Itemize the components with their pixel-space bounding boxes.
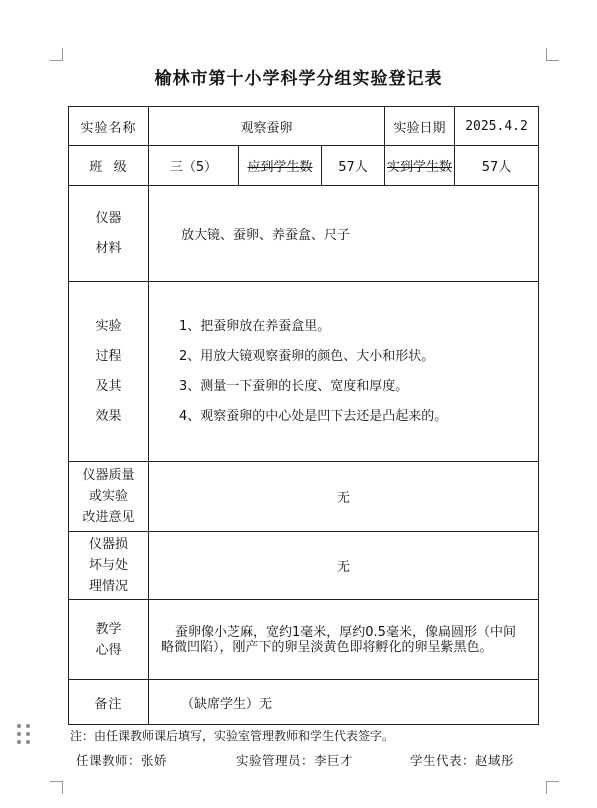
row-experiment-name — [69, 107, 539, 146]
row-damage — [69, 532, 539, 600]
experiment-name-value[interactable]: 观察蚕卵 — [149, 107, 385, 146]
experience-value[interactable] — [149, 600, 539, 680]
experience-label-line: 心得 — [95, 642, 122, 658]
page-title: 榆林市第十小学科学分组实验登记表 — [154, 69, 443, 89]
process-step: 3、测量一下蚕卵的长度、宽度和厚度。 — [179, 378, 409, 394]
materials-label — [69, 186, 149, 282]
corner-mark-top-left — [50, 48, 63, 61]
row-materials — [69, 186, 539, 282]
row-remarks — [69, 680, 539, 725]
drag-handle-icon[interactable] — [16, 723, 32, 745]
teacher-signature: 任课教师：张娇 — [76, 753, 168, 768]
process-steps[interactable] — [149, 282, 539, 462]
quality-label-line: 改进意见 — [82, 510, 135, 525]
process-step: 1、把蚕卵放在养蚕盒里。 — [179, 318, 331, 334]
experience-label-line: 教学 — [95, 621, 122, 637]
experience-text: 蚕卵像小芝麻，宽约1毫米，厚约0.5毫米，像扁圆形（中间略微凹陷），刚产下的卵呈淡黄色即将孵化的卵呈紫黑色。 — [161, 624, 516, 655]
actual-students-label: 实到学生数 — [385, 146, 455, 186]
experiment-date-value[interactable]: 2025.4.2 — [455, 107, 539, 146]
student-signature: 学生代表：赵域彤 — [410, 753, 515, 768]
materials-label-line: 仪器 — [95, 210, 122, 226]
damage-value[interactable]: 无 — [149, 532, 539, 600]
quality-label-line: 仪器质量 — [82, 468, 135, 483]
experiment-date-label: 实验日期 — [385, 107, 455, 146]
actual-students-value[interactable]: 57人 — [455, 146, 539, 186]
remarks-label: 备注 — [69, 680, 149, 725]
process-label-line: 及其 — [95, 378, 122, 394]
corner-mark-bottom-right — [546, 781, 559, 794]
corner-mark-top-right — [546, 48, 559, 61]
row-experience — [69, 600, 539, 680]
process-step: 2、用放大镜观察蚕卵的颜色、大小和形状。 — [179, 348, 435, 364]
row-process — [69, 282, 539, 462]
materials-value[interactable]: 放大镜、蚕卵、养蚕盒、尺子 — [149, 186, 539, 282]
corner-mark-bottom-left — [50, 781, 63, 794]
process-label — [69, 282, 149, 462]
experiment-name-label: 实验名称 — [69, 107, 149, 146]
process-label-line: 效果 — [95, 408, 122, 424]
process-label-line: 实验 — [95, 318, 122, 334]
process-label-line: 过程 — [95, 348, 122, 364]
materials-label-line: 材料 — [95, 240, 122, 256]
row-quality — [69, 462, 539, 532]
damage-label-line: 坏与处 — [88, 558, 128, 573]
remarks-value[interactable]: （缺席学生）无 — [149, 680, 539, 725]
quality-value[interactable]: 无 — [149, 462, 539, 532]
quality-label-line: 或实验 — [88, 489, 128, 504]
expected-students-value[interactable]: 57人 — [322, 146, 385, 186]
damage-label — [69, 532, 149, 600]
quality-label — [69, 462, 149, 532]
expected-students-label: 应到学生数 — [239, 146, 322, 186]
process-step: 4、观察蚕卵的中心处是凹下去还是凸起来的。 — [179, 408, 448, 424]
experience-label — [69, 600, 149, 680]
admin-signature: 实验管理员：李巨才 — [236, 753, 354, 768]
registration-table — [68, 106, 539, 725]
row-class — [69, 146, 539, 186]
damage-label-line: 仪器损 — [88, 537, 128, 552]
footnote: 注：由任课教师课后填写，实验室管理教师和学生代表签字。 — [70, 729, 395, 743]
class-value[interactable]: 三（5） — [149, 146, 239, 186]
damage-label-line: 理情况 — [88, 579, 128, 594]
class-label: 班 级 — [69, 146, 149, 186]
